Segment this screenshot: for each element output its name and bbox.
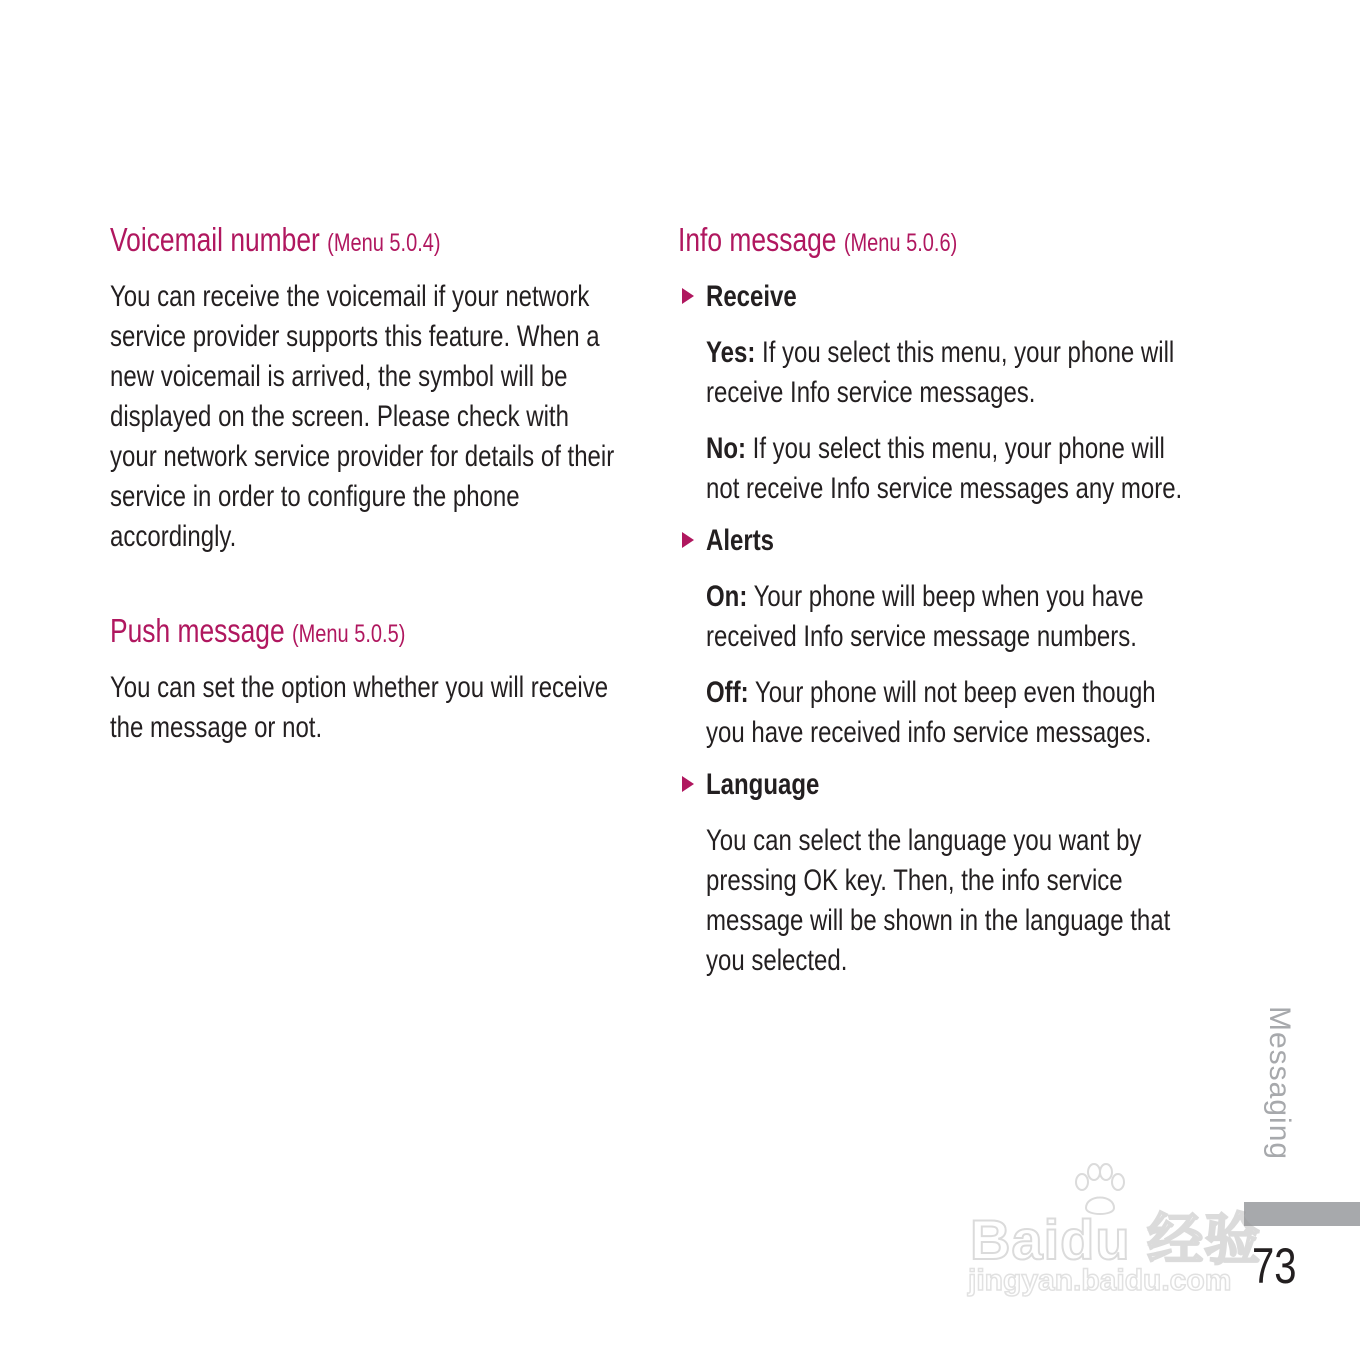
baidu-watermark [960,1160,1280,1310]
alerts-label: Alerts [706,524,775,557]
alerts-on-text: Your phone will beep when you have received Info service message numbers. [706,580,1144,653]
receive-yes-item [706,333,1186,413]
info-message-heading [678,218,1094,265]
receive-label: Receive [706,280,797,313]
alerts-off-term: Off: [706,676,749,709]
left-column [110,218,630,748]
voicemail-number-heading [110,218,526,265]
triangle-right-icon [682,776,694,792]
right-column [678,218,1198,981]
receive-bullet [678,277,1198,317]
triangle-right-icon [682,532,694,548]
watermark-sub-text: jingyan.baidu.com [968,1264,1232,1297]
section-side-label: Messaging [1263,1006,1296,1161]
voicemail-number-body: You can receive the voicemail if your network service provider supports this feature. When a new voicemail is arrived, the symbol will be displayed on the screen. Please check with your network service provider for details of their service in order to configure the phone accordingly. [110,280,615,553]
push-message-menu-ref: (Menu 5.0.5) [291,620,406,648]
push-message-body: You can set the option whether you will receive the message or not. [110,671,609,744]
triangle-right-icon [682,288,694,304]
alerts-bullet [678,521,1198,561]
info-message-title: Info message [678,221,837,258]
alerts-off-text: Your phone will not beep even though you have received info service messages. [706,676,1156,749]
language-label: Language [706,768,820,801]
info-message-menu-ref: (Menu 5.0.6) [843,229,958,257]
push-message-heading [110,609,526,656]
page-number: 73 [1252,1238,1297,1294]
receive-yes-term: Yes: [706,336,756,369]
receive-no-term: No: [706,432,746,465]
alerts-off-item [706,673,1186,753]
receive-no-item [706,429,1186,509]
watermark-main-text: Baidu 经验 [970,1208,1262,1271]
voicemail-number-menu-ref: (Menu 5.0.4) [327,229,441,257]
alerts-on-term: On: [706,580,748,613]
language-bullet [678,765,1198,805]
receive-no-text: If you select this menu, your phone will not receive Info service messages any more. [706,432,1183,505]
voicemail-number-title: Voicemail number [110,221,320,258]
push-message-title: Push message [110,612,285,649]
receive-yes-text: If you select this menu, your phone will receive Info service messages. [706,336,1175,409]
language-text: You can select the language you want by pressing OK key. Then, the info service message will be shown in the language that you selected. [706,824,1171,977]
alerts-on-item [706,577,1186,657]
